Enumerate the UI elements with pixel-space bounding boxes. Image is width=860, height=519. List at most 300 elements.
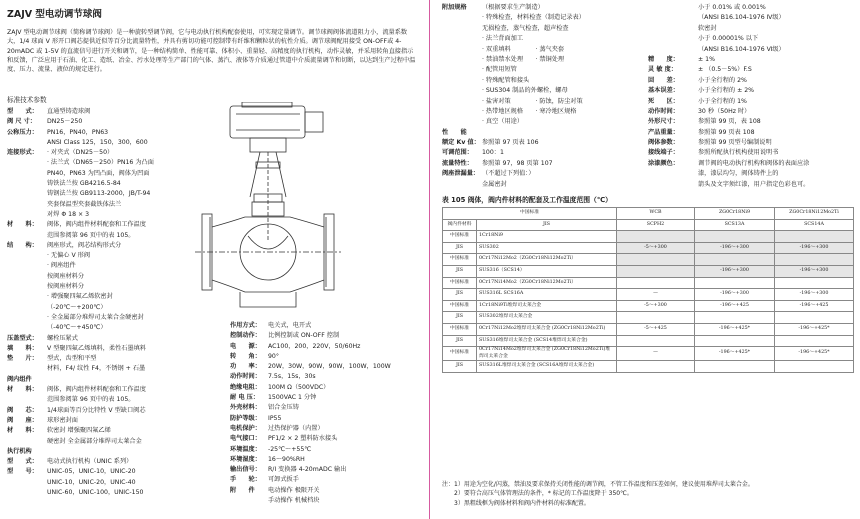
spec-value: 100M Ω（500VDC） [268,383,330,391]
spec-row [442,107,585,117]
spec-key: 手 轮： [230,476,261,484]
spec-row [230,434,391,444]
spec-key: 阀 座： [7,416,38,424]
spec-value: 型式，齿型和平型 [47,355,97,363]
standard-cell: JIS [443,289,477,301]
spec-row [442,55,585,65]
spec-key: 公称压力： [7,128,38,136]
spec-value: · 法兰式（DN65－250）PN16 为凸面 [47,159,154,167]
temperature-cell: — [617,289,695,301]
spec-row [7,138,154,148]
spec-value: 比例控制或 ON-OFF 控制 [268,332,340,340]
spec-row [7,261,154,271]
spec-key: 涂漆颜色： [648,159,679,167]
standard-cell: JIS [443,361,477,373]
standard-cell: 中国标准 [443,323,477,335]
spec-value: 硬密封 全金属部分堆焊司太莱合金 [47,437,142,445]
spec-row [7,169,154,179]
spec-row [7,406,154,416]
material-cell: SUS316（SCS14） [477,265,617,277]
header-cell: SCS13A [695,219,775,231]
header-cell: 阀内件材料 [443,219,477,231]
spec-list [7,107,154,498]
spec-row [648,34,809,44]
spec-value: 铸钢法兰按 GB9113-2000，JB/T-94 [47,190,151,198]
material-cell: SUS302 [477,242,617,254]
spec-value: 参照第 99 页型号编制说明 [698,139,772,147]
temperature-cell [775,361,854,373]
temperature-cell [695,312,775,324]
temperature-cell: — [617,347,695,361]
spec-row [7,447,154,457]
spec-key: 外形尺寸： [648,118,679,126]
spec-value: · 法兰背面加工 [482,35,524,43]
spec-key: 材 料： [7,221,38,229]
spec-row [442,117,585,127]
spec-value: （不超过下列值：） [482,170,535,178]
spec-value: （根据要求生产制造） [482,4,544,11]
temperature-cell [775,254,854,266]
spec-row [7,488,154,498]
spec-row [442,45,585,55]
spec-key: 绝缘电阻： [230,383,261,391]
spec-value: · 配管用短管 [482,66,517,74]
temperature-cell [775,335,854,347]
spec-row [230,403,391,413]
spec-row [648,13,809,23]
spec-row [230,455,391,465]
spec-row [7,354,154,364]
material-cell: 0Cr17Ni14Mo2堆焊司太莱合金 (ZG0Cr18Ni12Mo2Ti)堆焊司太莱合金 [477,347,617,361]
table-row [443,231,854,243]
spec-key: 基本误差： [648,87,679,95]
table-row [443,289,854,301]
spec-key: 额定 Kv 值： [442,139,480,147]
standard-cell: JIS [443,242,477,254]
spec-row [648,117,809,127]
temperature-cell: -196～+425* [775,347,854,361]
header-cell: SCPH2 [617,219,695,231]
temperature-cell: -196～+425* [775,323,854,335]
spec-row [7,107,154,117]
spec-value: 铸铁法兰按 GB4216.5-84 [47,180,121,188]
header-cell: ZG0Cr18Ni9 [695,208,775,220]
standard-cell: 中国标准 [443,300,477,312]
table-row [443,312,854,324]
temperature-cell [617,335,695,347]
spec-value: （ANSI B16.104-1976 Ⅵ级） [698,45,785,53]
temperature-cell [617,265,695,277]
spec-value: 参照所配执行机构使用说明书 [698,149,779,157]
material-cell: SUS316L堆焊司太莱合金 (SCS16A堆焊司太莱合金) [477,361,617,373]
spec-key: 阀内组件 [7,375,32,383]
material-cell: 0Cr17Ni12Mo2（ZG0Cr18Ni12Mo2Ti） [477,254,617,266]
header-cell: 中国标准 [519,210,540,216]
temperature-cell: -196～+425 [775,300,854,312]
spec-row [230,383,391,393]
spec-value: 90° [268,352,279,360]
spec-row [7,148,154,158]
extra-spec-list [442,3,585,190]
spec-row [7,457,154,467]
spec-value: DN25－250 [47,118,83,126]
spec-key: 产品重量： [648,128,679,136]
spec-value: 20W，30W，90W，90W，100W，100W [268,363,391,371]
spec-value: 电动操作 极限开关 [268,486,320,494]
spec-value: ± 1% [698,55,715,63]
temperature-cell [775,312,854,324]
spec-row [648,3,809,13]
spec-row [230,352,391,362]
standard-cell: JIS [443,335,477,347]
temperature-cell: -196～+300 [775,242,854,254]
temperature-cell: -196～+425* [695,347,775,361]
spec-row [7,303,154,313]
spec-value: 参照第 97，98 页第 107 [482,159,553,167]
spec-value: 按阀座材料分 [47,272,85,280]
material-cell: SUS316L SCS16A [477,289,617,301]
spec-row [442,97,585,107]
temperature-cell: -196～+300 [695,242,775,254]
section-title: 标准技术参数 [7,96,47,104]
table-notes [442,480,754,508]
spec-value: 1500VAC 1 分钟 [268,394,317,402]
spec-row [230,414,391,424]
temperature-cell: -196～+300 [775,289,854,301]
spec-row [442,24,585,34]
spec-value: IP55 [268,414,282,422]
spec-key: 阀体参数： [648,139,679,147]
spec-row [648,76,809,86]
spec-value: R/I 变换器 4-20mADC 输出 [268,466,347,474]
spec-row [230,331,391,341]
spec-value: 手动操作 机械档块 [268,497,320,505]
spec-row [7,179,154,189]
spec-row [230,475,391,485]
right-page [436,0,860,519]
spec-row [7,375,154,385]
actuator-spec-list [230,321,391,506]
spec-row [7,210,154,220]
table-header-row [443,219,854,231]
standard-cell: 中国标准 [443,277,477,289]
spec-value: （-40℃～+450℃） [47,324,107,332]
spec-row [7,220,154,230]
spec-key: 压盖型式： [7,334,38,342]
table-row [443,254,854,266]
spec-value: 范围参阅第 96 页中的表 105。 [47,396,135,404]
standard-cell: JIS [443,312,477,324]
spec-key: 作用方式： [230,322,261,329]
spec-value: 小于 0.00001% 以下 [698,35,759,43]
spec-row [7,117,154,127]
spec-row [648,169,809,179]
spec-row [7,292,154,302]
spec-key: 接线端子： [648,149,679,157]
header-cell: JIS [477,219,617,231]
spec-value: 小于全行程的 2% [698,76,747,84]
spec-value: 箭头及文字须红漆，用户指定色彩也可。 [698,180,810,188]
spec-row [442,34,585,44]
spec-value: 可卸式扳手 [268,476,299,484]
table-row [443,335,854,347]
spec-key: 回 差： [648,76,679,84]
spec-key: 型 式： [7,108,38,115]
spec-row [7,251,154,261]
spec-value: UNIC-60，UNIC-100，UNIC-150 [47,488,144,496]
spec-value: （-20℃～+200℃） [47,303,107,311]
spec-value: · 特殊配管和接头 [482,76,530,84]
spec-row [648,138,809,148]
spec-key: 环境温度： [230,445,261,453]
spec-value: · 全金属部分堆焊司太莱合金硬密封 [47,313,144,321]
spec-key: 附 件 [230,486,255,494]
valve-drawing [190,102,360,317]
spec-value: 螺栓压紧式 [47,334,78,342]
table-row [443,300,854,312]
spec-row [442,128,585,138]
material-cell: 1Cr18Ni9Ti堆焊司太莱合金 [477,300,617,312]
table-header-row [443,208,854,220]
temperature-cell [617,231,695,243]
spec-row [230,362,391,372]
spec-value: · 阀座组件 [47,262,76,270]
spec-row [648,97,809,107]
spec-row [648,107,809,117]
note-line: 注：1）用途为空化/闪蒸，禁油及要求保持关闭性能的调节阀，不管工作温度和压差如何，建议使用堆焊司太莱合金。 [442,481,754,488]
page-gutter [424,0,436,519]
temperature-cell: -5～+425 [617,323,695,335]
table-row [443,242,854,254]
spec-row [7,313,154,323]
material-cell: 0Cr17Ni14Mo2（ZG0Cr18Ni12Mo2Ti） [477,277,617,289]
spec-value: 16～90%RH [268,455,305,463]
temperature-cell [775,277,854,289]
intro-paragraph: ZAJV 型电动调节球阀（简称调节球阀）是一种旋转型调节阀，它与电动执行机构配套使用，可实现定量调节。调节球阀阀体流道阻力小，流量系数大，1/4 球面 V 形开口阀芯提供近似等百分比流量特性，并具有剪切功能可控制带有纤维和颗粒状的杭性介质。调节球阀配用接受 ON-OFF或 4-20mADC 或 1-5V 的直流信号进行开关和调节，是一种结构简单、性能可靠、体积小、重量轻、高精度的执行机构，动作灵敏，并采用转角直接指示和反馈，广泛应用于石油、化工、造纸、冶金、污水处理等生产部门的气体、蒸汽、液体等介质通过管道中介质流量调节和切断，以达到生产过程中温度、压力、流量、液位的规定进行。 [7,29,416,74]
spec-value: · 禁油禁水处理 · 禁铜处理 [482,55,565,63]
standard-cell: 中国标准 [443,347,477,361]
temperature-cell: -196～+300 [775,265,854,277]
temperature-cell: -5～+300 [617,242,695,254]
spec-row [442,3,585,13]
temperature-cell [617,361,695,373]
spec-row [230,393,391,403]
spec-value: · 双重填料 · 蒸气夹套 [482,45,565,53]
spec-row [7,334,154,344]
spec-value: （ANSI B16.104-1976 Ⅳ级） [698,14,785,22]
temperature-cell [695,361,775,373]
spec-row [648,180,809,190]
spec-key: 控制动作： [230,332,261,340]
spec-row [442,169,585,179]
material-cell: SUS316堆焊司太莱合金 (SCS14堆焊司太莱合金) [477,335,617,347]
spec-key: 输出信号： [230,466,261,474]
table-title: 表 105 阀体，阀内件材料的配套及工作温度范围（℃） [442,196,612,204]
spec-row [7,128,154,138]
spec-value: · 无偏心 V 形阀 [47,252,91,260]
spec-key: 防护等级： [230,414,261,422]
spec-row [648,65,809,75]
spec-value: 软密封 增强聚四氟乙烯 [47,427,111,435]
gutter-line [429,0,430,519]
spec-row [7,282,154,292]
spec-value: · SUS304 制品的外螺栓，螺母 [482,87,568,95]
spec-value: · 盐害对策 · 防蚀，防尘对策 [482,97,583,105]
spec-value: 参照第 97 页表 106 [482,139,539,147]
spec-key: 连接形式： [7,149,38,157]
performance-spec-list [648,3,809,190]
spec-key: 外壳材料： [230,404,261,412]
spec-value: 按阀座材料分 [47,283,85,291]
spec-key: 执行机构 [7,447,32,455]
spec-value: 无损检查，蒸气检查，超声检查 [482,24,569,32]
spec-key: 可调范围： [442,149,473,157]
header-cell: SCS14A [775,219,854,231]
material-cell: 0Cr17Ni12Mo2堆焊司太莱合金 (ZG0Cr18Ni12Mo2Ti) [477,323,617,335]
spec-value: PF1/2 × 2 塑料防水接头 [268,435,338,443]
spec-value: UNIC-10，UNIC-20，UNIC-40 [47,478,136,486]
left-page [0,0,424,519]
spec-value: 软密封 [698,24,717,32]
spec-key: 电机保护： [230,424,261,432]
temperature-cell [617,277,695,289]
header-cell: ZG0Cr18Ni12Mo2Ti [775,208,854,220]
spec-value: 金属密封 [482,180,507,188]
spec-value: ANSI Class 125，150，300，600 [47,138,148,146]
spec-value: 铝合金压铸 [268,404,299,412]
spec-key: 功 率： [230,363,261,371]
spec-key: 材 料： [7,386,38,394]
spec-row [230,496,391,506]
temperature-cell [695,277,775,289]
temperature-cell: -196～+425 [695,300,775,312]
spec-value: UNIC-05，UNIC-10，UNIC-20 [47,468,136,476]
spec-row [442,13,585,23]
spec-row [442,159,585,169]
spec-key: 阀 尺 寸： [7,118,37,126]
spec-value: 对焊 Φ 18 × 3 [47,210,90,218]
temperature-cell: -196～+300 [695,265,775,277]
temperature-cell [617,312,695,324]
spec-key: 灵 敏 度： [648,66,678,74]
spec-row [648,55,809,65]
spec-row [230,465,391,475]
spec-row [442,65,585,75]
spec-row [7,364,154,374]
spec-value: 100：1 [482,149,504,157]
spec-key: 动作时间： [230,373,261,381]
spec-row [7,231,154,241]
temperature-cell [695,254,775,266]
spec-value: 球形密封面 [47,416,78,424]
material-cell: SUS302堆焊司太莱合金 [477,312,617,324]
spec-value: 30 秒（50Hz 时） [698,107,751,115]
spec-row [7,385,154,395]
spec-value: · 对夹式（DN25－50） [47,149,114,157]
standard-cell: 中国标准 [443,231,477,243]
spec-key: 附加规格 [442,4,467,11]
spec-row [7,478,154,488]
material-cell: 1Cr18Ni9 [477,231,617,243]
table-row [443,265,854,277]
spec-key: 型 号： [7,468,38,476]
spec-value: 7.5s，15s，30s [268,373,316,381]
spec-value: 阀座形式，阀芯结构形式分 [47,241,122,249]
temperature-cell [617,254,695,266]
spec-row [7,272,154,282]
spec-value: PN40，PN63 为凹凸面，阀体为凹面 [47,169,150,177]
note-line: 2）要符合高压气体管理法的条件，* 标记的工作温度降于 350℃。 [442,490,633,498]
spec-value: 阀体，阀内组件材料配套和工作温度 [47,221,146,229]
spec-value: 电关式，电开式 [268,322,312,329]
spec-value: · 特殊检查，材料检查（制造记录表） [482,14,585,22]
temperature-cell: -196～+425* [695,323,775,335]
spec-value: PN16，PN40，PN63 [47,128,109,136]
spec-value: · 增强聚四氟乙烯软密封 [47,293,113,301]
page-title: ZAJV 型电动调节球阀 [7,9,102,20]
spec-value: 参照第 99 页表 108 [698,128,755,136]
spec-row [230,372,391,382]
spec-row [648,148,809,158]
spec-key: 耐 电 压： [230,394,260,402]
spec-row [7,437,154,447]
standard-cell: 中国标准 [443,254,477,266]
spec-value: 直通型铸造球阀 [47,108,91,115]
spec-value: 小于全行程的 ± 2% [698,87,755,95]
spec-row [7,323,154,333]
note-line: 3）黑粗线框为阀体材料和阀内件材料的标准配置。 [442,499,590,507]
spec-key: 型 式： [7,458,38,466]
spec-value: 范围参阅第 96 页中的表 105。 [47,231,135,239]
spec-value: 调节阀的电动执行机构和阀体的表面应涂 [698,159,810,167]
spec-row [442,180,585,190]
table-corner [443,208,617,220]
spec-value: 小于全行程的 1% [698,97,747,105]
spec-value: · 真空（用途） [482,118,524,126]
spec-row [7,189,154,199]
temperature-cell [695,335,775,347]
spec-value: ± （0.5－5%）F.S [698,66,752,74]
table-row [443,347,854,361]
spec-value: 小于 0.01% 或 0.001% [698,4,766,11]
spec-row [7,200,154,210]
spec-value: 过热保护器（内置） [268,424,324,432]
table-row [443,277,854,289]
spec-row [230,445,391,455]
spec-row [648,45,809,55]
spec-row [648,128,809,138]
spec-key: 动作时间： [648,107,679,115]
spec-row [7,344,154,354]
spec-key: 填 料： [7,344,38,352]
spec-row [7,158,154,168]
spec-value: 电动式执行机构（UNIC 系列） [47,458,133,466]
spec-row [230,424,391,434]
spec-row [442,138,585,148]
temperature-cell [695,231,775,243]
table-row [443,323,854,335]
spec-row [230,342,391,352]
spec-key: 垫 片： [7,355,38,363]
temperature-cell: -5～+300 [617,300,695,312]
spec-row [442,86,585,96]
temperature-cell: -196～+300 [695,289,775,301]
header-cell: WCB [617,208,695,220]
spec-key: 电 源： [230,342,261,350]
temperature-cell [775,231,854,243]
spec-value: 参照第 99 页，表 108 [698,118,761,126]
spec-key: 阀 芯： [7,406,38,414]
